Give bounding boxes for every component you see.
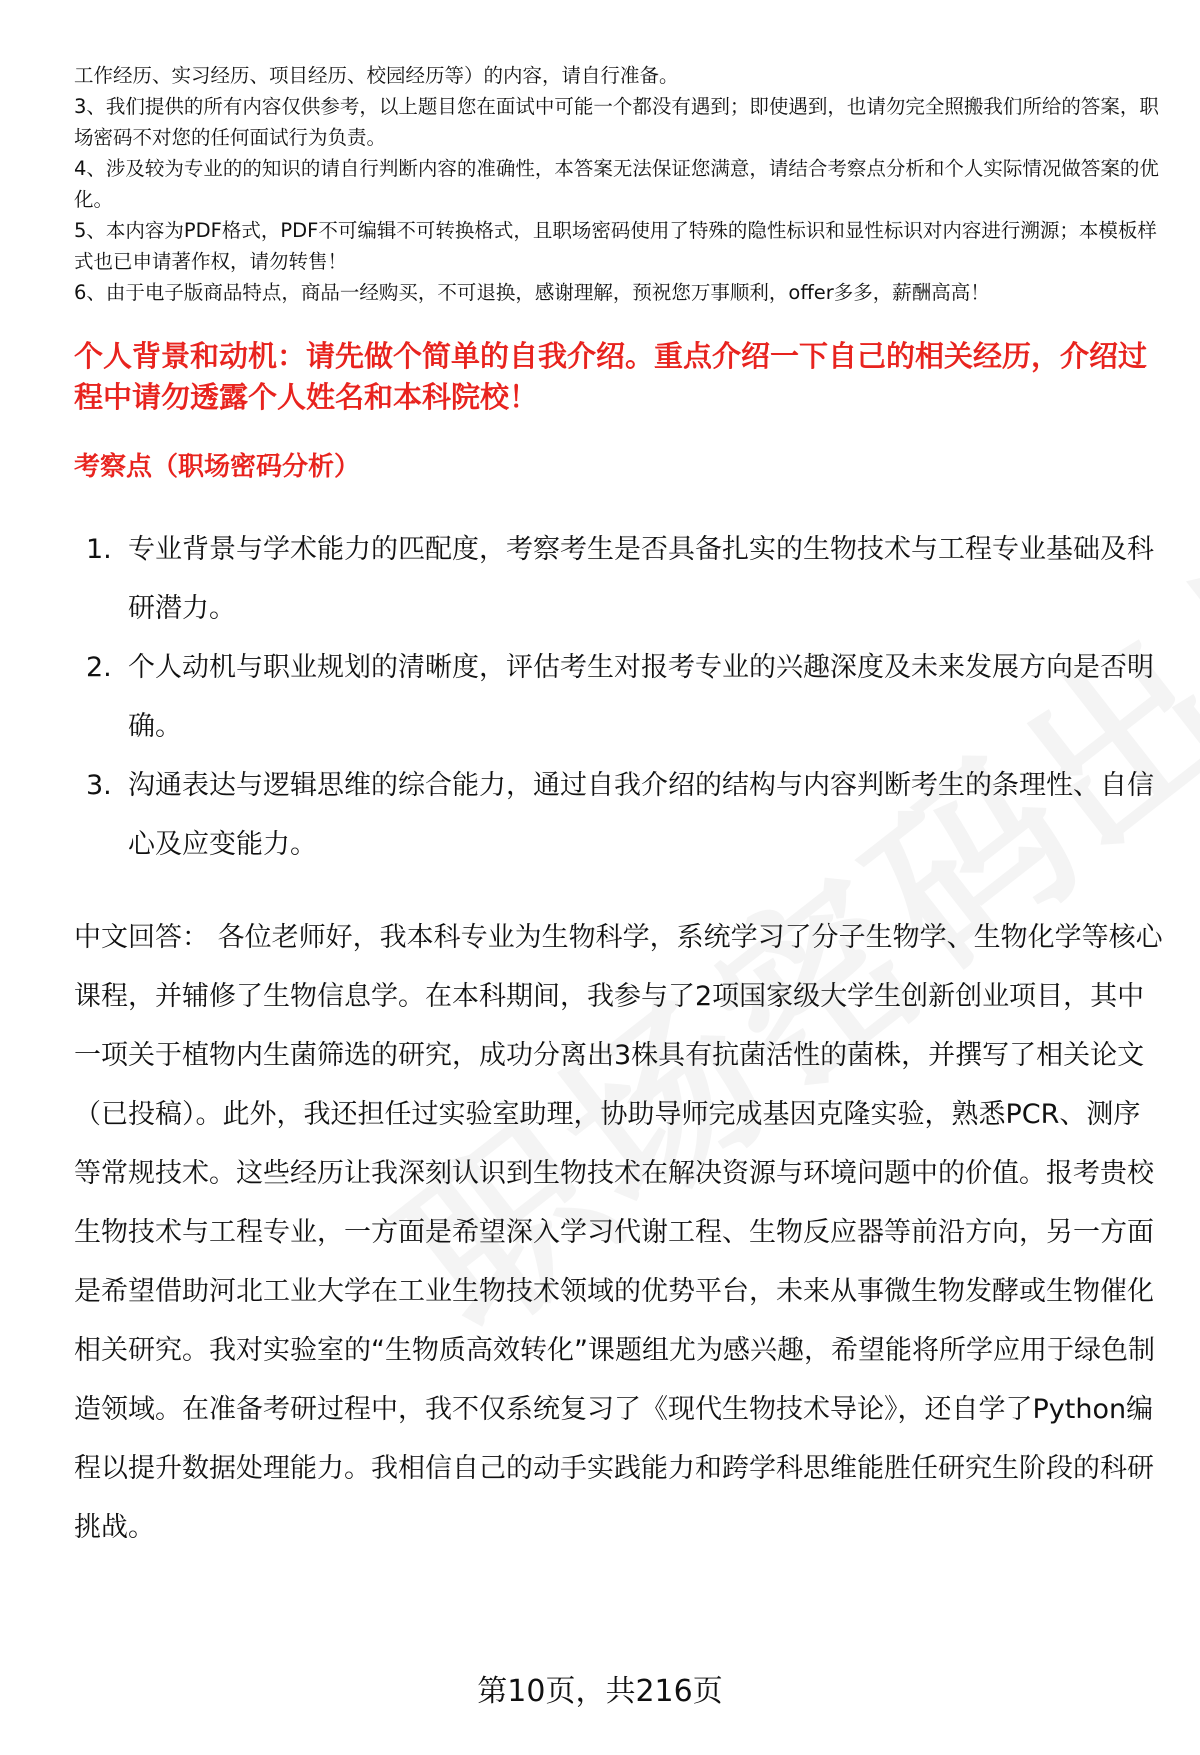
disclaimer-notes	[74, 60, 1164, 308]
list-item-text: 专业背景与学术能力的匹配度，考察考生是否具备扎实的生物技术与工程专业基础及科研潜力。	[128, 534, 1154, 624]
list-item	[74, 756, 1154, 874]
list-item-number: 2.	[86, 652, 112, 683]
analysis-heading: 考察点（职场密码分析）	[74, 452, 361, 482]
note-line: 5、本内容为PDF格式，PDF不可编辑不可转换格式，且职场密码使用了特殊的隐性标识和显性标识对内容进行溯源；本模板样式也已申请著作权，请勿转售！	[74, 219, 1157, 273]
note-line: 工作经历、实习经历、项目经历、校园经历等）的内容，请自行准备。	[74, 64, 679, 87]
note-line: 4、涉及较为专业的的知识的请自行判断内容的准确性，本答案无法保证您满意，请结合考察点分析和个人实际情况做答案的优化。	[74, 157, 1159, 211]
list-item	[74, 638, 1154, 756]
analysis-points-list	[74, 520, 1154, 874]
interview-question: 个人背景和动机：请先做个简单的自我介绍。重点介绍一下自己的相关经历，介绍过程中请勿透露个人姓名和本科院校！	[74, 339, 1148, 414]
note-line: 6、由于电子版商品特点，商品一经购买，不可退换，感谢理解，预祝您万事顺利，offer多多，薪酬高高！	[74, 281, 990, 304]
page-number: 第10页，共216页	[477, 1674, 723, 1709]
list-item-number: 1.	[86, 534, 112, 565]
list-item	[74, 520, 1154, 638]
answer-paragraph: 中文回答： 各位老师好，我本科专业为生物科学，系统学习了分子生物学、生物化学等核心课程，并辅修了生物信息学。在本科期间，我参与了2项国家级大学生创新创业项目，其中一项关于植物内生菌筛选的研究，成功分离出3株具有抗菌活性的菌株，并撰写了相关论文（已投稿）。此外，我还担任过实验室助理，协助导师完成基因克隆实验，熟悉PCR、测序等常规技术。这些经历让我深刻认识到生物技术在解决资源与环境问题中的价值。报考贵校生物技术与工程专业，一方面是希望深入学习代谢工程、生物反应器等前沿方向，另一方面是希望借助河北工业大学在工业生物技术领域的优势平台，未来从事微生物发酵或生物催化相关研究。我对实验室的“生物质高效转化”课题组尤为感兴趣，希望能将所学应用于绿色制造领域。在准备考研过程中，我不仅系统复习了《现代生物技术导论》，还自学了Python编程以提升数据处理能力。我相信自己的动手实践能力和跨学科思维能胜任研究生阶段的科研挑战。	[74, 922, 1163, 1543]
list-item-text: 个人动机与职业规划的清晰度，评估考生对报考专业的兴趣深度及未来发展方向是否明确。	[128, 652, 1154, 742]
note-line: 3、我们提供的所有内容仅供参考，以上题目您在面试中可能一个都没有遇到；即使遇到，也请勿完全照搬我们所给的答案，职场密码不对您的任何面试行为负责。	[74, 95, 1159, 149]
list-item-number: 3.	[86, 770, 112, 801]
list-item-text: 沟通表达与逻辑思维的综合能力，通过自我介绍的结构与内容判断考生的条理性、自信心及应变能力。	[128, 770, 1154, 860]
